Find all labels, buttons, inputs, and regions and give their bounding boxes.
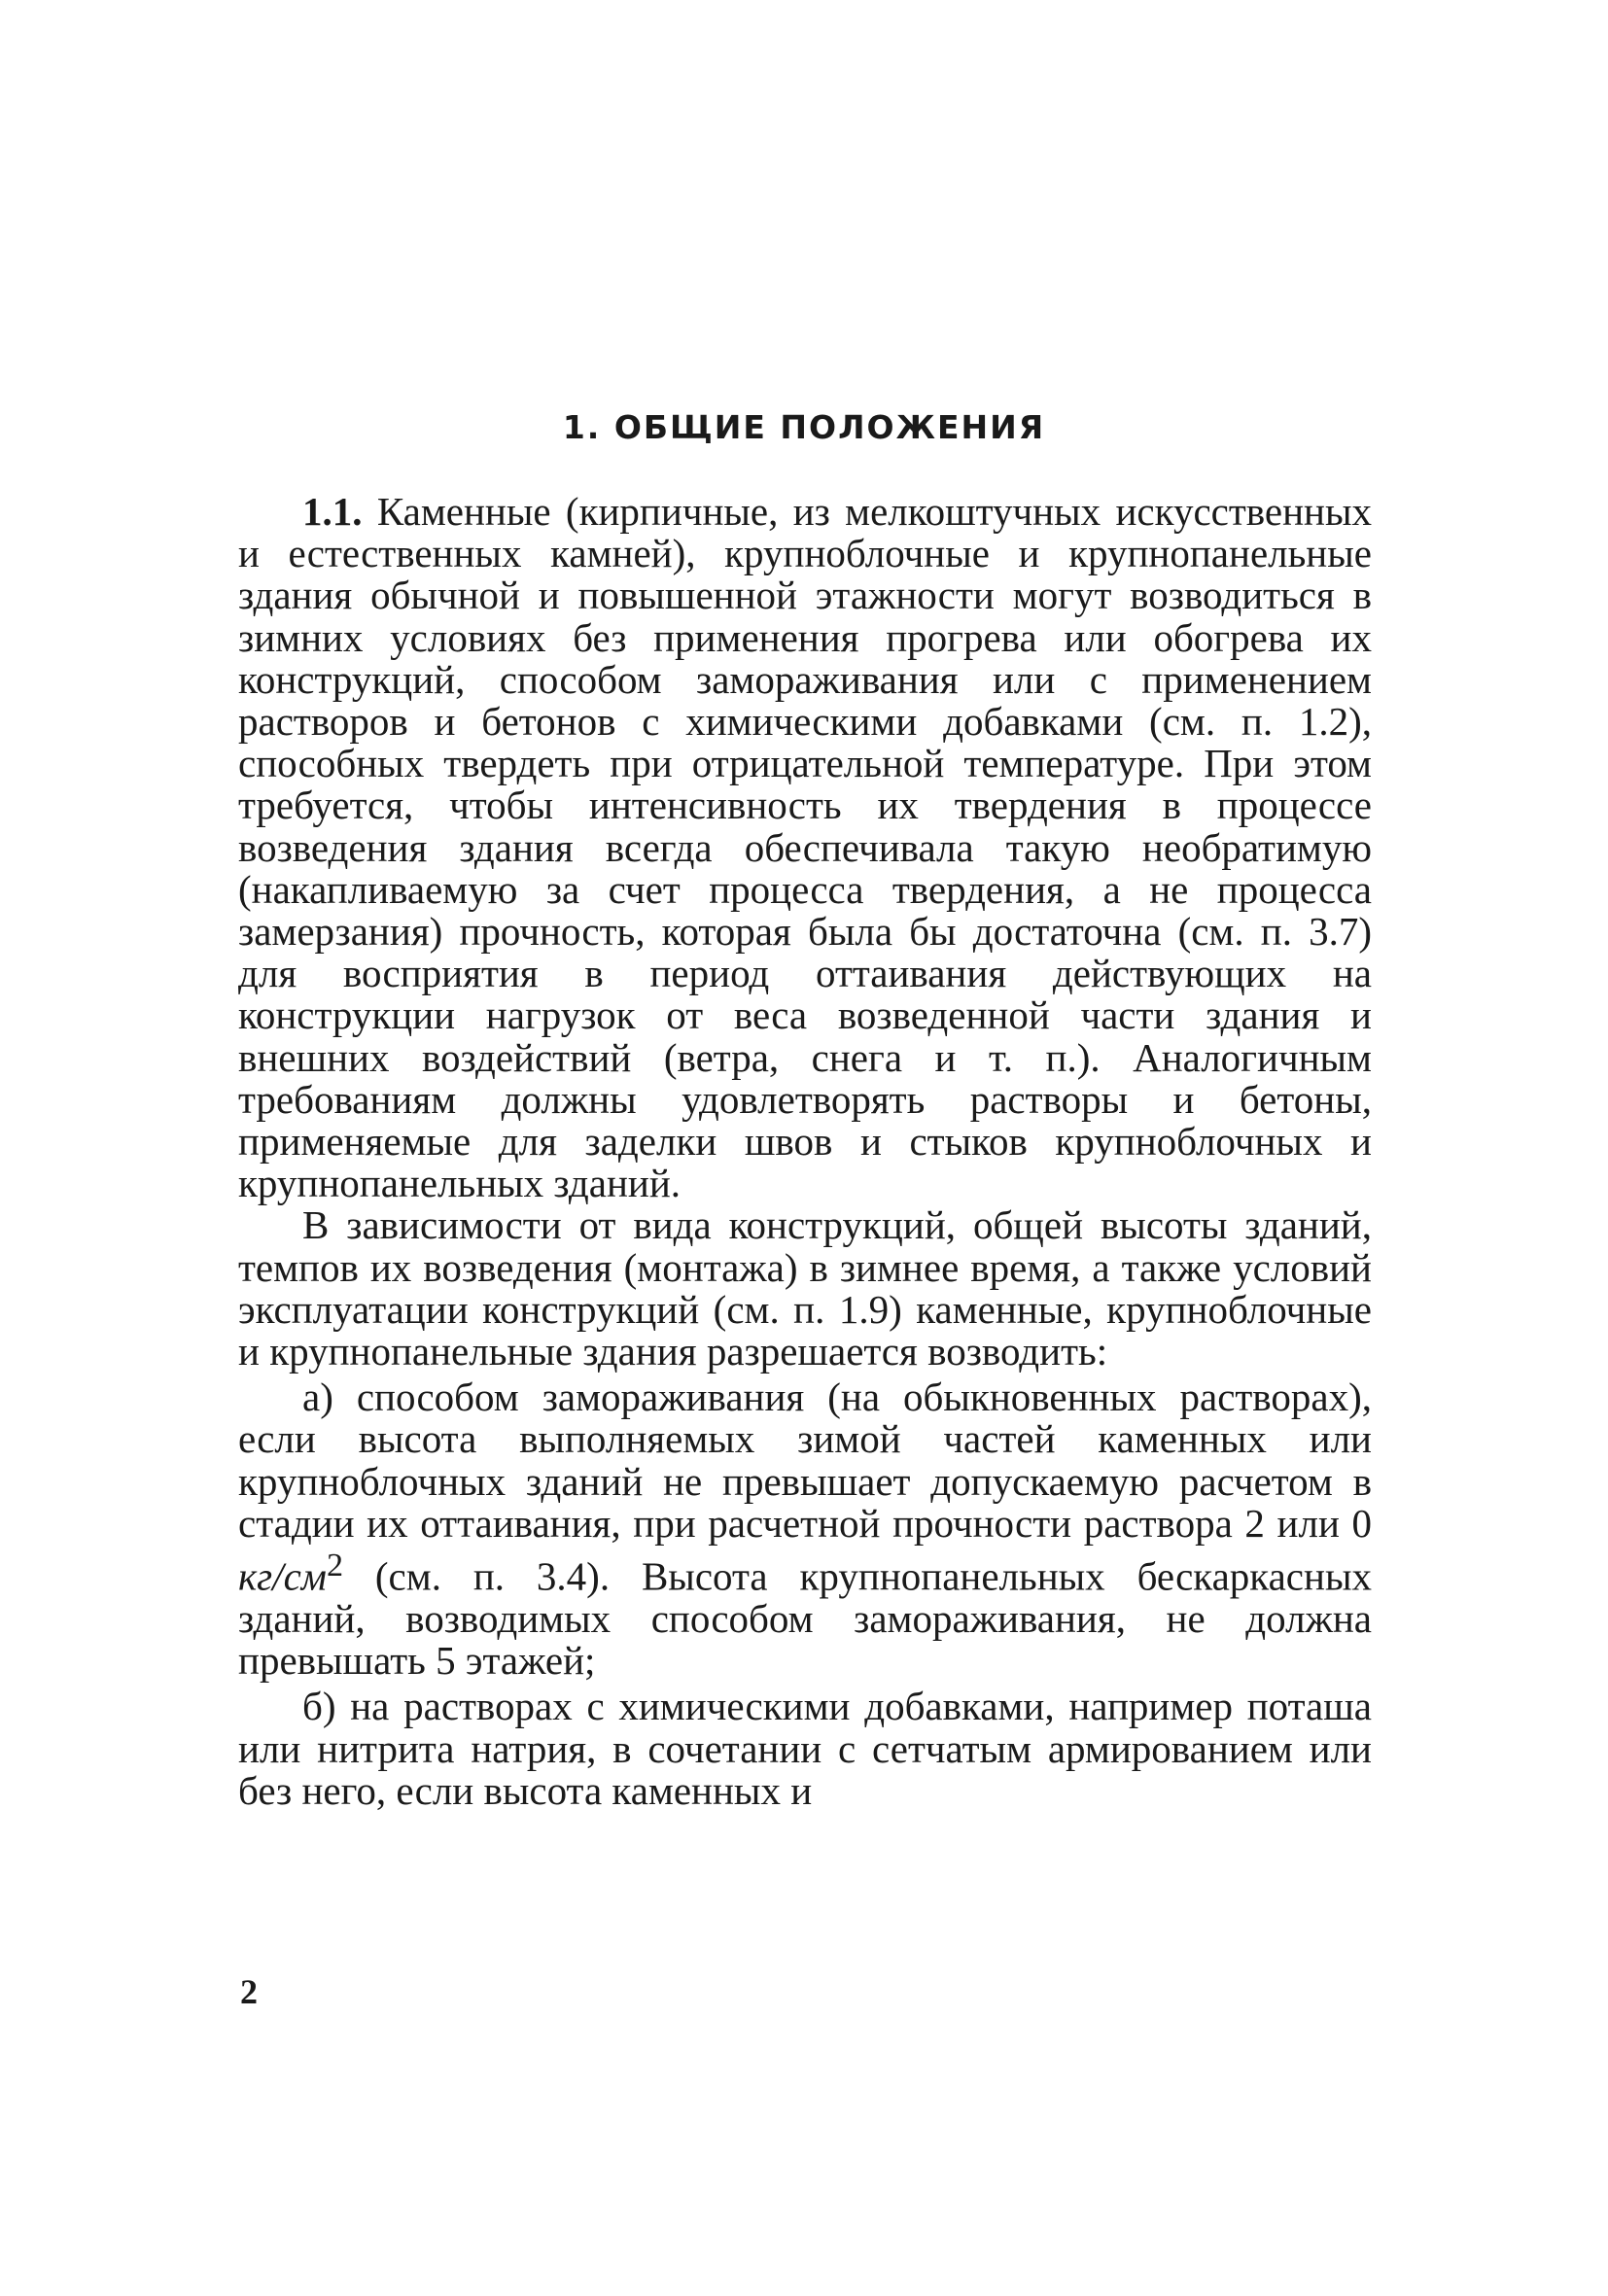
paragraph-text: а) способом замораживания (на обыкновенных растворах), если высота выполняемых зимой частей каменных или крупноблочных зданий не превышает допускаемую расчетом в стадии их оттаивания, при расчетной прочности раствора 2 или 0 <box>238 1374 1372 1546</box>
page-number: 2 <box>240 1972 258 2011</box>
paragraph-text: В зависимости от вида конструкций, общей высоты зданий, темпов их возведения (монтажа) в зимнее время, а также условий эксплуатации конструкций (см. п. 1.9) каменные, крупноблочные и крупнопанельные здания разрешается возводить: <box>238 1202 1372 1374</box>
unit-label: кг/см <box>238 1553 327 1599</box>
section-heading: 1. ОБЩИЕ ПОЛОЖЕНИЯ <box>562 408 1046 446</box>
paragraph-text: (см. п. 3.4). Высота крупнопанельных бескаркасных зданий, возводимых способом замораживания, не должна превышать 5 этажей; <box>238 1553 1372 1684</box>
body-text <box>238 491 1372 1812</box>
paragraph-text: б) на растворах с химическими добавками, например поташа или нитрита натрия, в сочетании с сетчатым армированием или без него, если высота каменных и <box>238 1684 1372 1813</box>
list-item-a <box>238 1376 1372 1682</box>
unit-exponent: 2 <box>326 1548 344 1584</box>
paragraph-text: Каменные (кирпичные, из мелкоштучных искусственных и естественных камней), крупноблочные и крупнопанельные здания обычной и повышенной этажности могут возводиться в зимних условиях без применения прогрева или обогрева их конструкций, способом замораживания или с применением растворов и бетонов с химическими добавками (см. п. 1.2), способных твердеть при отрицательной температуре. При этом требуется, чтобы интенсивность их твердения в процессе возведения здания всегда обеспечивала такую необратимую (накапливаемую за счет процесса твердения, а не процесса замерзания) прочность, которая была бы достаточна (см. п. 3.7) для восприятия в период оттаивания действующих на конструкции нагрузок от веса возведенной части здания и внешних воздействий (ветра, снега и т. п.). Аналогичным требованиям должны удовлетворять растворы и бетоны, применяемые для заделки швов и стыков крупноблочных и крупнопанельных зданий. <box>238 489 1373 1206</box>
list-item-b <box>238 1686 1372 1812</box>
paragraph-conditions <box>238 1204 1372 1373</box>
paragraph-1-1 <box>238 491 1372 1204</box>
clause-number: 1.1. <box>302 489 363 534</box>
